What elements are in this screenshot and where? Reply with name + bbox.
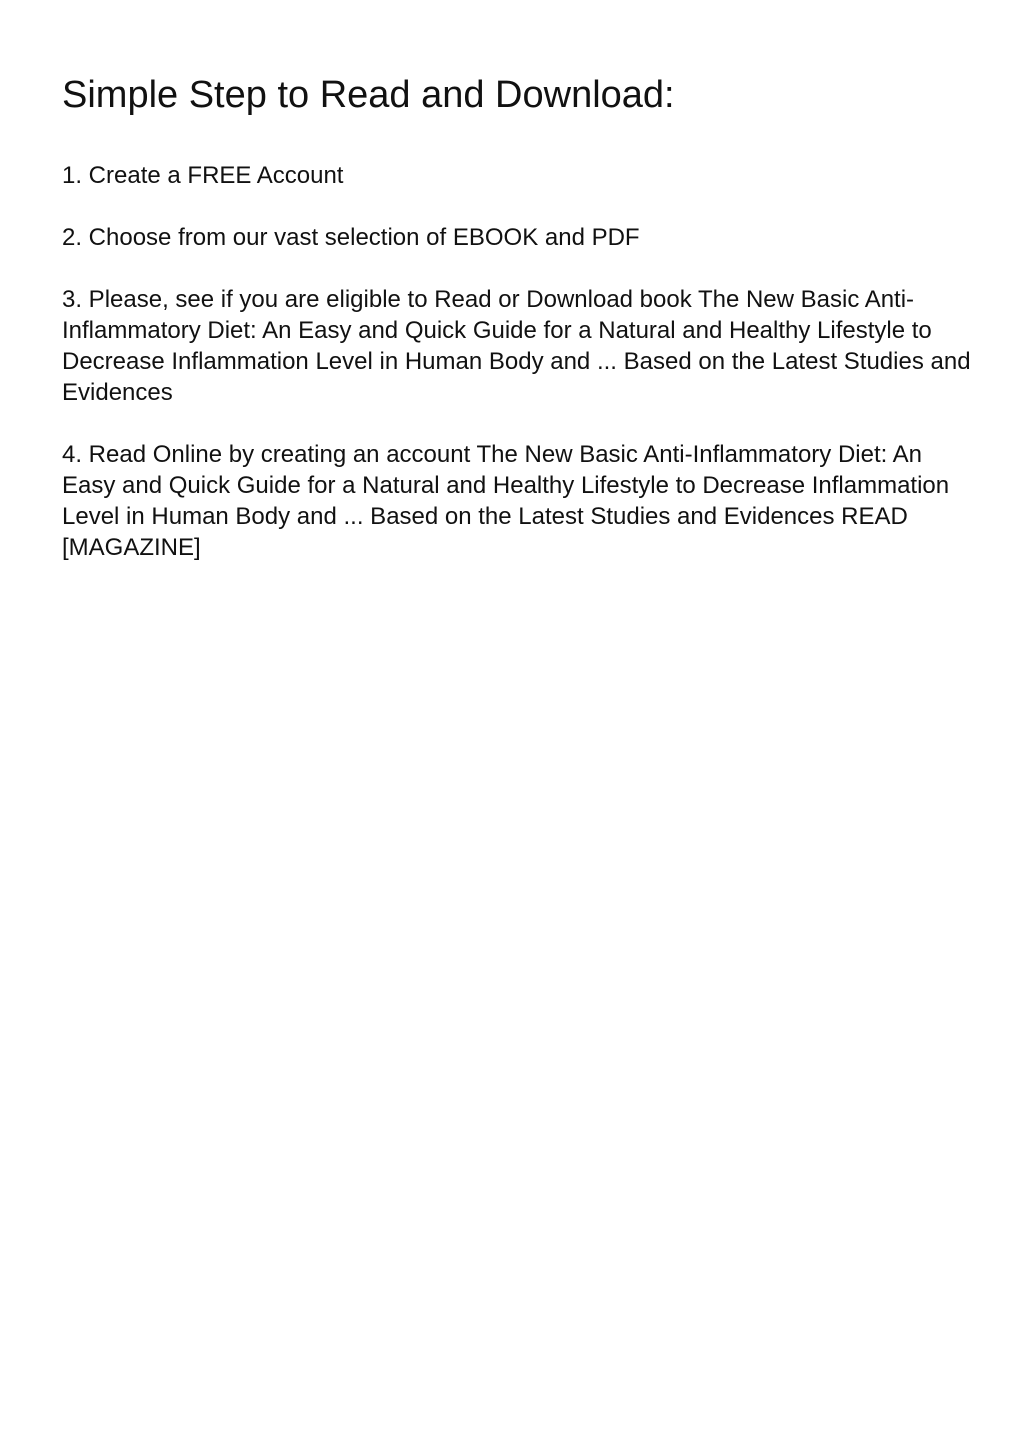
step-check-eligibility: 3. Please, see if you are eligible to Read or Download book The New Basic Anti-Inflammatory Diet: An Easy and Quick Guide for a Natural and Healthy Lifestyle to Decrease Inflammation Level in Human Body and ... Based on the Latest Studies and Evidences [62,286,971,406]
download-steps-list [62,160,972,563]
instruction-section [62,72,972,563]
step-create-account: 1. Create a FREE Account [62,162,344,189]
page-title: Simple Step to Read and Download: [62,74,675,116]
step-choose-ebook: 2. Choose from our vast selection of EBOOK and PDF [62,224,640,251]
step-read-online: 4. Read Online by creating an account The New Basic Anti-Inflammatory Diet: An Easy and Quick Guide for a Natural and Healthy Lifestyle to Decrease Inflammation Level in Human Body and ... Based on the Latest Studies and Evidences READ [MAGAZINE] [62,441,950,561]
